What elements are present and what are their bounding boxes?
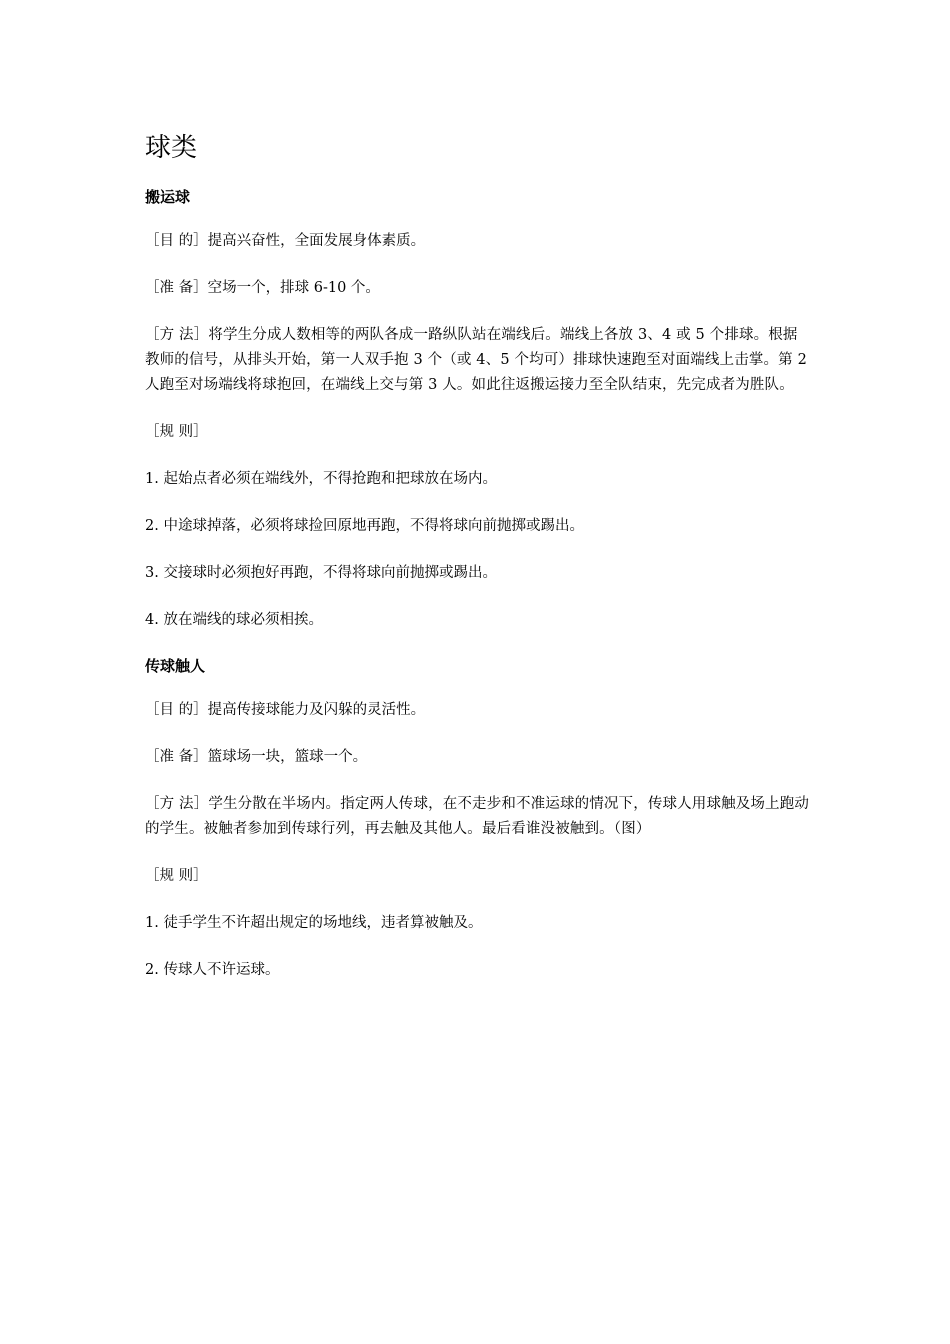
section-heading: 传球触人	[145, 657, 206, 675]
method-paragraph: ［方 法］学生分散在半场内。指定两人传球，在不走步和不准运球的情况下，传球人用球触及场上跑动的学生。被触者参加到传球行列，再去触及其他人。最后看谁没被触到。（图）	[145, 796, 810, 837]
purpose-paragraph: ［目 的］提高传接球能力及闪躲的灵活性。	[145, 702, 426, 718]
preparation-paragraph: ［准 备］篮球场一块，篮球一个。	[145, 749, 368, 765]
section-heading: 搬运球	[145, 188, 191, 206]
rule-item: 3. 交接球时必须抱好再跑，不得将球向前抛掷或踢出。	[145, 565, 497, 581]
rule-item: 4. 放在端线的球必须相挨。	[145, 612, 323, 628]
rules-label: ［规 则］	[145, 424, 208, 440]
preparation-paragraph: ［准 备］空场一个，排球 6-10 个。	[145, 280, 380, 296]
section-pass-touch	[145, 655, 810, 983]
rule-item: 1. 起始点者必须在端线外，不得抢跑和把球放在场内。	[145, 471, 497, 487]
document-title: 球类	[145, 133, 198, 163]
section-carry-ball	[145, 186, 810, 633]
method-paragraph: ［方 法］将学生分成人数相等的两队各成一路纵队站在端线后。端线上各放 3、4 或 5 个排球。根据教师的信号，从排头开始，第一人双手抱 3 个（或 4、5 个均可）排球快速跑至对面端线上击掌。第 2 人跑至对场端线将球抱回，在端线上交与第 3 人。如此往返搬运接力至全队结束，先完成者为胜队。	[145, 327, 807, 393]
document-page	[145, 130, 810, 1005]
rules-label: ［规 则］	[145, 868, 208, 884]
purpose-paragraph: ［目 的］提高兴奋性，全面发展身体素质。	[145, 233, 426, 249]
rule-item: 2. 中途球掉落，必须将球捡回原地再跑，不得将球向前抛掷或踢出。	[145, 518, 584, 534]
rule-item: 2. 传球人不许运球。	[145, 962, 280, 978]
rule-item: 1. 徒手学生不许超出规定的场地线，违者算被触及。	[145, 915, 483, 931]
